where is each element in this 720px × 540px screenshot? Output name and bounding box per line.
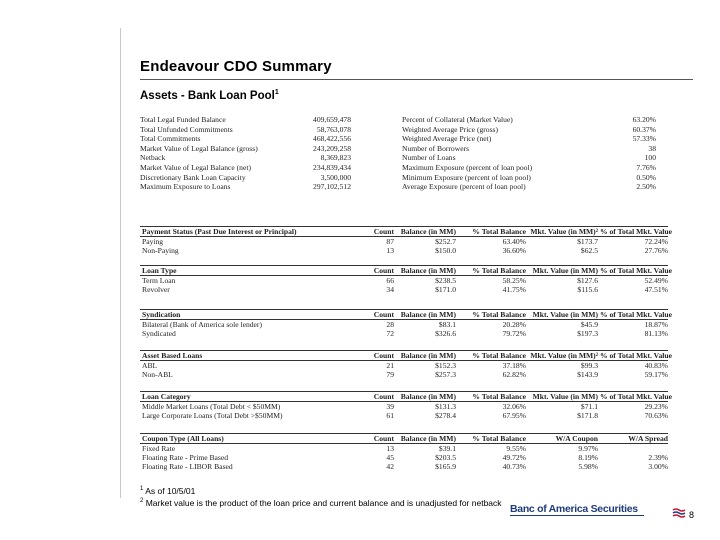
table-header-cell: % Total Balance: [472, 266, 526, 275]
table-cell: 9.97%: [578, 444, 598, 453]
table-header-cell: % Total Balance: [472, 392, 526, 401]
table-cell: $171.8: [577, 411, 598, 420]
table-cell: $115.6: [577, 285, 598, 294]
table-row: [140, 285, 668, 294]
table-cell: $83.1: [438, 320, 456, 329]
table-cell: 72: [386, 329, 394, 338]
table-header-cell: Balance (in MM): [400, 434, 456, 443]
summary-label: Netback: [140, 153, 166, 163]
summary-label: Number of Borrowers: [402, 143, 470, 153]
summary-value: 468,422,556: [313, 134, 351, 144]
table-header-cell: % Total Balance: [472, 227, 526, 236]
table-row: [140, 411, 668, 420]
table-cell: 47.51%: [644, 285, 668, 294]
summary-row: [140, 182, 656, 192]
summary-label: Weighted Average Price (gross): [402, 124, 499, 134]
table-cell: 45: [386, 453, 394, 462]
table-row: [140, 370, 668, 379]
left-divider-line: [120, 28, 121, 498]
table-header-cell: Count: [373, 310, 394, 319]
summary-value: 63.20%: [632, 115, 656, 124]
table-cell: 81.13%: [644, 329, 668, 338]
table-cell: $173.7: [577, 237, 598, 246]
table-header-cell: % Total Balance: [472, 434, 526, 443]
summary-label: Market Value of Legal Balance (net): [140, 162, 251, 172]
summary-row: [140, 153, 656, 163]
table-cell: $326.6: [435, 329, 456, 338]
summary-value: 57.33%: [632, 134, 656, 144]
table-cell: 49.72%: [502, 453, 526, 462]
summary-value: 0.50%: [636, 172, 656, 182]
summary-label: Market Value of Legal Balance (gross): [140, 143, 258, 153]
table-cell: 66: [386, 276, 394, 285]
summary-row: [140, 125, 656, 135]
table-header-cell: % of Total Mkt. Value: [600, 310, 672, 319]
table-cell: $150.0: [435, 246, 456, 255]
footnote-2: [140, 496, 502, 508]
summary-label: Maximum Exposure (percent of loan pool): [402, 162, 533, 172]
data-table: [140, 226, 672, 255]
table-header-cell: Balance (in MM): [400, 392, 456, 401]
summary-value: 3,500,000: [320, 172, 351, 182]
table-cell: Revolver: [142, 285, 170, 294]
table-header-cell: Loan Type: [142, 266, 177, 275]
table-cell: Term Loan: [142, 276, 176, 285]
footnote-text: As of 10/5/01: [145, 485, 196, 496]
summary-row: [140, 115, 656, 125]
table-cell: $278.4: [435, 411, 456, 420]
table-header-cell: Loan Category: [142, 392, 191, 401]
summary-value: 60.37%: [632, 124, 656, 134]
summary-label: Discretionary Bank Loan Capacity: [140, 172, 246, 182]
table-cell: Paying: [142, 237, 164, 246]
table-cell: 79: [386, 370, 394, 379]
table-header-row: [140, 391, 672, 402]
table-header-cell: Balance (in MM): [400, 310, 456, 319]
table-cell: $62.5: [580, 246, 598, 255]
table-cell: ABL: [142, 361, 158, 370]
table-cell: 13: [386, 246, 394, 255]
table-cell: 3.00%: [648, 462, 668, 471]
table-cell: 32.06%: [502, 402, 526, 411]
table-row: [140, 444, 668, 453]
summary-label: Weighted Average Price (net): [402, 134, 492, 144]
table-header-cell: Count: [373, 392, 394, 401]
table-cell: 40.73%: [502, 462, 526, 471]
table-header-cell: W/A Coupon: [555, 434, 598, 443]
table-cell: 20.28%: [502, 320, 526, 329]
table-header-cell: Syndication: [142, 310, 181, 319]
data-table: [140, 309, 672, 338]
table-header-cell: Mkt. Value (in MM): [532, 392, 598, 401]
table-header-cell: Balance (in MM): [400, 351, 456, 360]
summary-label: Number of Loans: [402, 153, 456, 163]
summary-value: 38: [648, 143, 656, 153]
summary-value: 243,209,258: [313, 143, 351, 153]
table-cell: 5.98%: [578, 462, 598, 471]
summary-label: Total Legal Funded Balance: [140, 115, 226, 124]
flag-logo-icon: [672, 506, 686, 524]
table-header-cell: % Total Balance: [472, 351, 526, 360]
table-header-row: [140, 309, 672, 320]
brand-name: Banc of America Securities: [510, 503, 638, 515]
summary-row: [140, 173, 656, 183]
summary-row: [140, 134, 656, 144]
table-cell: $152.3: [435, 361, 456, 370]
summary-label: Total Commitments: [140, 134, 201, 144]
table-cell: 29.23%: [644, 402, 668, 411]
summary-value: 58,763,078: [316, 124, 351, 134]
summary-row: [140, 163, 656, 173]
table-header-cell: Count: [373, 351, 394, 360]
table-cell: Floating Rate - LIBOR Based: [142, 462, 233, 471]
table-header-cell: % of Total Mkt. Value: [600, 351, 672, 360]
footnote-marker: 2: [140, 497, 144, 504]
table-row: [140, 453, 668, 462]
table-cell: Fixed Rate: [142, 444, 176, 453]
footnote-text: Market value is the product of the loan price and current balance and is unadjusted for netback: [145, 497, 502, 508]
table-cell: 67.95%: [502, 411, 526, 420]
table-row: [140, 329, 668, 338]
table-header-cell: Mkt. Value (in MM): [532, 310, 598, 319]
summary-value: 100: [644, 153, 656, 163]
table-row: [140, 361, 668, 370]
page-number: 8: [689, 510, 695, 520]
table-cell: $71.1: [580, 402, 598, 411]
table-header-cell: Mkt. Value (in MM)²: [530, 351, 598, 360]
table-cell: Bilateral (Bank of America sole lender): [142, 320, 262, 329]
summary-label: Minimum Exposure (percent of loan pool): [402, 172, 531, 182]
data-table: [140, 391, 672, 420]
table-cell: 34: [386, 285, 394, 294]
table-cell: $165.9: [435, 462, 456, 471]
summary-value: 234,839,434: [313, 162, 351, 172]
title-rule: [140, 79, 693, 80]
table-cell: 72.24%: [644, 237, 668, 246]
table-header-cell: Coupon Type (All Loans): [142, 434, 224, 443]
data-table: [140, 350, 672, 379]
table-header-cell: % of Total Mkt. Value: [600, 227, 672, 236]
table-row: [140, 402, 668, 411]
summary-value: 297,102,512: [313, 182, 351, 192]
table-header-row: [140, 433, 668, 444]
table-cell: Middle Market Loans (Total Debt < $50MM): [142, 402, 281, 411]
table-cell: 79.72%: [502, 329, 526, 338]
table-cell: $99.3: [580, 361, 598, 370]
summary-row: [140, 144, 656, 154]
table-cell: 63.40%: [502, 237, 526, 246]
summary-label: Maximum Exposure to Loans: [140, 182, 231, 192]
table-header-cell: % of Total Mkt. Value: [600, 266, 672, 275]
table-cell: 42: [386, 462, 394, 471]
table-row: [140, 276, 668, 285]
table-cell: 58.25%: [502, 276, 526, 285]
table-row: [140, 320, 668, 329]
table-cell: 18.87%: [644, 320, 668, 329]
table-cell: 40.83%: [644, 361, 668, 370]
data-table: [140, 265, 672, 294]
table-cell: 37.18%: [502, 361, 526, 370]
table-cell: 27.76%: [644, 246, 668, 255]
page-title: Endeavour CDO Summary: [140, 58, 332, 75]
summary-label: Total Unfunded Commitments: [140, 124, 233, 134]
footnote-1: [140, 484, 502, 496]
summary-value: 2.50%: [636, 182, 656, 192]
table-cell: $143.9: [577, 370, 598, 379]
table-cell: 62.82%: [502, 370, 526, 379]
table-cell: $171.0: [435, 285, 456, 294]
table-cell: 41.75%: [502, 285, 526, 294]
table-cell: 13: [386, 444, 394, 453]
table-row: [140, 246, 668, 255]
table-row: [140, 462, 668, 471]
table-cell: 36.60%: [502, 246, 526, 255]
footnote-marker: 1: [140, 486, 144, 492]
summary-block: [140, 115, 656, 192]
table-cell: Syndicated: [142, 329, 176, 338]
brand-underline: [510, 515, 644, 516]
table-cell: 70.63%: [644, 411, 668, 420]
table-header-cell: % of Total Mkt. Value: [600, 392, 672, 401]
data-table: [140, 433, 668, 471]
summary-value: 8,369,823: [320, 153, 351, 163]
table-header-row: [140, 265, 672, 276]
table-header-row: [140, 350, 672, 361]
table-row: [140, 237, 668, 246]
table-header-cell: Mkt. Value (in MM)²: [530, 227, 598, 236]
table-header-cell: Count: [373, 227, 394, 236]
table-cell: $203.5: [435, 453, 456, 462]
table-header-cell: Payment Status (Past Due Interest or Principal): [142, 227, 297, 236]
table-cell: $45.9: [580, 320, 598, 329]
summary-value: 7.76%: [636, 162, 656, 172]
table-header-cell: Balance (in MM): [400, 227, 456, 236]
table-header-row: [140, 226, 672, 237]
footnotes: [140, 484, 502, 508]
table-cell: 87: [386, 237, 394, 246]
table-cell: 39: [386, 402, 394, 411]
table-header-cell: Asset Based Loans: [142, 351, 203, 360]
table-cell: 9.55%: [506, 444, 526, 453]
table-header-cell: Count: [373, 266, 394, 275]
table-cell: $238.5: [435, 276, 456, 285]
table-header-cell: Count: [373, 434, 394, 443]
table-cell: 61: [386, 411, 394, 420]
table-cell: $39.1: [438, 444, 456, 453]
subtitle-text: Assets - Bank Loan Pool: [140, 89, 275, 102]
summary-label: Average Exposure (percent of loan pool): [402, 182, 526, 192]
table-cell: $252.7: [435, 237, 456, 246]
table-header-cell: Mkt. Value (in MM): [532, 266, 598, 275]
table-cell: 21: [386, 361, 394, 370]
table-cell: 2.39%: [648, 453, 668, 462]
table-cell: 8.19%: [578, 453, 598, 462]
table-header-cell: W/A Spread: [628, 434, 668, 443]
table-cell: $131.3: [435, 402, 456, 411]
table-cell: Floating Rate - Prime Based: [142, 453, 229, 462]
section-subtitle: [140, 89, 279, 102]
table-cell: 28: [386, 320, 394, 329]
table-cell: Large Corporate Loans (Total Debt >$50MM): [142, 411, 283, 420]
subtitle-footnote-marker: 1: [274, 89, 279, 96]
summary-label: Percent of Collateral (Market Value): [402, 115, 513, 124]
table-cell: 52.49%: [644, 276, 668, 285]
table-cell: $257.3: [435, 370, 456, 379]
table-cell: $197.3: [577, 329, 598, 338]
table-cell: 59.17%: [644, 370, 668, 379]
table-cell: Non-Paying: [142, 246, 179, 255]
table-header-cell: % Total Balance: [472, 310, 526, 319]
table-cell: $127.6: [577, 276, 598, 285]
summary-value: 409,659,478: [313, 115, 351, 124]
table-header-cell: Balance (in MM): [400, 266, 456, 275]
table-cell: Non-ABL: [142, 370, 173, 379]
